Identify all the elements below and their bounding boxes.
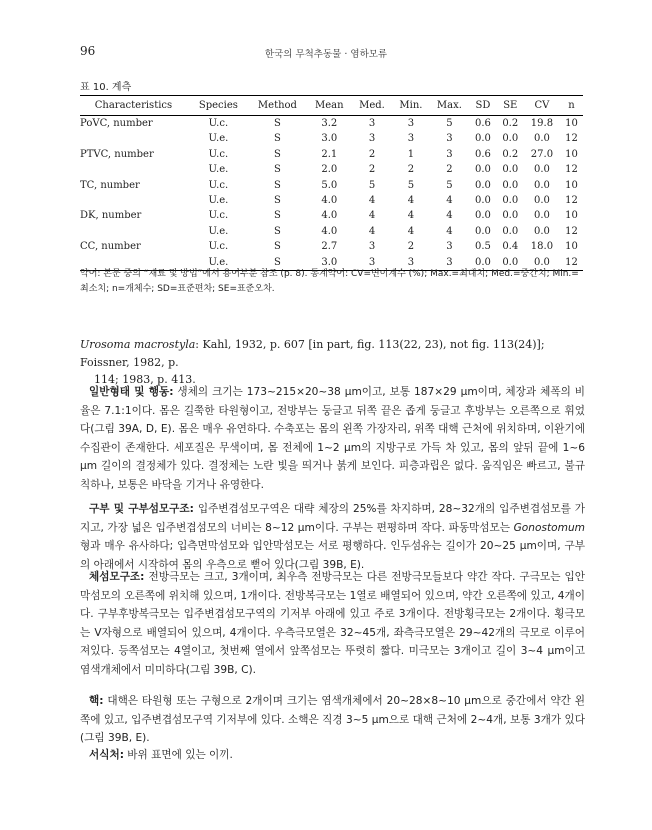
column-header: CV — [524, 96, 560, 116]
section-somatic-ciliature — [80, 568, 585, 680]
table-cell: U.c. — [208, 210, 229, 222]
table-cell: 0.0 — [533, 195, 550, 207]
table-cell: 0.0 — [533, 179, 550, 191]
section-nuclear-apparatus — [80, 692, 585, 748]
table-cell: 4 — [446, 210, 453, 222]
table-cell: 3.0 — [307, 255, 352, 271]
table-cell: 2 — [368, 148, 376, 160]
table-cell: 5 — [368, 179, 376, 191]
table-cell: 3 — [430, 255, 470, 271]
section-text: 대핵은 타원형 또는 구형으로 2개이며 크기는 염색개체에서 20~28×8~10 μm으로 중간에서 약간 왼쪽에 있고, 입주변겹섬모구역 기저부에 있다. 소핵은 직경 3~5 μm으로 대핵 근처에 2~4개, 보통 3개가 있다(그림 39B, E). — [80, 695, 585, 745]
table-cell: 3 — [446, 241, 453, 253]
table-cell: 4 — [368, 210, 376, 222]
table-cell: 10 — [565, 210, 578, 222]
table-cell: 3.2 — [321, 118, 338, 129]
table-cell: TC, number — [80, 179, 140, 191]
table-cell: 2.0 — [321, 164, 338, 176]
table-cell: U.e. — [208, 164, 229, 176]
table-cell: S — [274, 164, 281, 176]
table-cell — [80, 162, 189, 177]
table-header-row — [80, 96, 583, 116]
table-cell: S — [274, 210, 281, 222]
table-cell: 2.1 — [321, 148, 338, 160]
table-cell: S — [274, 225, 281, 237]
table-cell: 4 — [446, 195, 453, 207]
table-cell: 0.2 — [502, 118, 519, 129]
table-cell: 2 — [407, 164, 415, 176]
table-cell: PTVC, number — [80, 148, 154, 160]
table-cell: PoVC, number — [80, 118, 153, 129]
table-cell: 4 — [446, 225, 453, 237]
table-cell: 0.4 — [502, 241, 519, 253]
table-row — [80, 178, 583, 193]
table-cell: S — [248, 255, 307, 271]
column-header: Method — [248, 96, 307, 116]
genus-italic: Gonostomum — [513, 521, 585, 534]
section-heading: 서식처: — [89, 749, 124, 761]
synonym-citation-line2: 114; 1983, p. 413. — [94, 373, 196, 386]
table-cell: 0.6 — [475, 118, 491, 129]
table-row — [80, 147, 583, 162]
table-cell: DK, number — [80, 210, 142, 222]
table-cell: U.c. — [208, 148, 229, 160]
table-cell: 0.0 — [502, 133, 519, 145]
table-cell: 3 — [368, 133, 376, 145]
section-text: 바위 표면에 있는 이끼. — [123, 749, 233, 761]
table-cell: S — [274, 118, 281, 129]
table-row — [80, 208, 583, 223]
table-cell: 4.0 — [321, 210, 338, 222]
table-cell: 0.0 — [533, 225, 550, 237]
table-cell: 0.0 — [533, 210, 550, 222]
table-cell: 0.0 — [469, 255, 496, 271]
table-cell: 5 — [407, 179, 415, 191]
section-text: 전방극모는 크고, 3개이며, 최우측 전방극모는 다른 전방극모들보다 약간 작다. 구극모는 입안막섬모의 오른쪽에 위치해 있으며, 1개이다. 전방복극모는 1열로 배열되어 있으며, 약간 오른쪽에 있고, 4개이다. 구부후방복극모는 입주변겹섬모구역의 기저부 아래에 있고 주로 3개이다. 전방횡극모는 2개이다. 횡극모는 V자형으로 배열되어 있으며, 4개이다. 우측극모열은 32~45개, 좌측극모열은 29~42개의 극모로 이루어져있다. 등쪽섬모는 4열이고, 첫번째 열에서 앞쪽섬모는 뚜렷히 짧다. 미극모는 3개이고 길이 3~4 μm이고 염색개체에서 미미하다(그림 39B, C). — [80, 571, 585, 676]
table-cell: 4.0 — [321, 225, 338, 237]
section-text: 형과 매우 유사하다; 입측면막섬모와 입안막섬모는 서로 평행하다. 인두섬유는 길이가 20~25 μm이며, 구부의 아래에서 시작하여 몸의 우측으로 뻗어 있다(그림 39B, E). — [80, 540, 585, 571]
species-name: Urosoma macrostyla — [80, 338, 196, 351]
measurement-table — [80, 95, 583, 271]
table-cell: 0.6 — [475, 148, 491, 160]
table-cell: 2 — [407, 241, 415, 253]
table-row — [80, 239, 583, 254]
table-cell: 12 — [565, 225, 578, 237]
table-cell: 3 — [407, 133, 415, 145]
running-title: 한국의 무척추동물 · 염하모류 — [264, 49, 388, 60]
section-heading: 구부 및 구부섬모구조: — [89, 503, 194, 515]
table-cell: 10 — [565, 241, 578, 253]
table-cell: 19.8 — [530, 118, 554, 129]
table-cell: 5 — [446, 118, 453, 129]
table-cell: 10 — [565, 118, 578, 129]
table-cell: 3 — [352, 255, 393, 271]
section-text: 입주변겹섬모구역은 대략 체장의 25%를 차지하며, 28~32개의 입주변겹섬모를 가지고, 가장 넓은 입주변겹섬모의 너비는 8~12 μm이다. 구부는 편평하며 작다. 파동막섬모는 — [80, 503, 586, 534]
table-cell: 0.0 — [475, 225, 491, 237]
table-cell: 2.7 — [321, 241, 338, 253]
table-cell: 0.0 — [502, 210, 519, 222]
table-cell: U.e. — [208, 195, 229, 207]
table-cell: U.e. — [208, 133, 229, 145]
table-cell: 18.0 — [530, 241, 554, 253]
table-cell: 0.0 — [497, 255, 524, 271]
table-cell — [80, 131, 189, 146]
table-cell: 3 — [446, 148, 453, 160]
table-row — [80, 116, 583, 132]
table-cell: U.c. — [208, 118, 229, 129]
table-cell: 0.0 — [475, 179, 491, 191]
table-cell: U.e. — [189, 255, 248, 271]
table-cell: 2 — [368, 164, 376, 176]
section-habitat — [80, 746, 585, 765]
table-cell: CC, number — [80, 241, 141, 253]
table-row — [80, 162, 583, 177]
column-header: Characteristics — [80, 96, 189, 116]
species-synonym — [80, 336, 585, 389]
table-cell: 0.0 — [475, 164, 491, 176]
table-cell: 0.0 — [502, 179, 519, 191]
table-cell: 0.5 — [475, 241, 491, 253]
table-cell: 0.0 — [475, 133, 491, 145]
column-header: Max. — [430, 96, 470, 116]
table-cell: S — [274, 195, 281, 207]
table-cell: 0.0 — [533, 133, 550, 145]
table-row — [80, 224, 583, 239]
table-cell: S — [274, 148, 281, 160]
section-general-morphology — [80, 383, 585, 495]
table-cell: 12 — [565, 195, 578, 207]
table-cell: 1 — [407, 148, 415, 160]
table-cell: 0.0 — [502, 195, 519, 207]
table-cell: 27.0 — [530, 148, 554, 160]
table-cell: S — [274, 241, 281, 253]
table-cell — [80, 224, 189, 239]
column-header: SD — [469, 96, 496, 116]
table-cell: 12 — [565, 133, 578, 145]
table-cell: 4 — [407, 210, 415, 222]
table-cell: 0.2 — [502, 148, 519, 160]
table-cell: 4 — [407, 195, 415, 207]
table-cell: 4.0 — [321, 195, 338, 207]
section-heading: 핵: — [89, 695, 104, 707]
column-header: n — [560, 96, 583, 116]
table-cell: 2 — [446, 164, 453, 176]
synonym-citation-line1: : Kahl, 1932, p. 607 [in part, fig. 113(22, 23), not fig. 113(24)]; Foissner, 1982, p. — [80, 338, 545, 369]
table-cell: 4 — [368, 225, 376, 237]
table-cell: 5 — [446, 179, 453, 191]
column-header: Med. — [352, 96, 393, 116]
table-cell — [80, 193, 189, 208]
table-row — [80, 131, 583, 146]
table-cell: 10 — [565, 179, 578, 191]
column-header: SE — [497, 96, 524, 116]
table-cell: 4 — [368, 195, 376, 207]
table-caption: 표 10. 계측 — [80, 82, 132, 93]
table-cell: 10 — [565, 148, 578, 160]
table-cell: 3 — [407, 118, 415, 129]
table-cell: 4 — [407, 225, 415, 237]
section-heading: 일반형태 및 행동: — [89, 386, 174, 398]
table-cell: 0.0 — [502, 225, 519, 237]
table-cell: U.c. — [208, 241, 229, 253]
table-cell: 0.0 — [475, 210, 491, 222]
section-oral-ciliature — [80, 500, 585, 574]
table-cell: 3.0 — [321, 133, 338, 145]
table-cell: 3 — [368, 241, 376, 253]
table-cell: 0.0 — [524, 255, 560, 271]
table-cell: S — [274, 133, 281, 145]
column-header: Min. — [392, 96, 429, 116]
table-cell: 0.0 — [533, 164, 550, 176]
table-cell: S — [274, 179, 281, 191]
table-row — [80, 193, 583, 208]
table-cell: 5.0 — [321, 179, 338, 191]
table-cell: 12 — [565, 164, 578, 176]
section-heading: 체섬모구조: — [89, 571, 145, 583]
table-cell: U.c. — [208, 179, 229, 191]
table-cell: U.e. — [208, 225, 229, 237]
table-cell: 0.0 — [475, 195, 491, 207]
table-note: 약어: 본문 중의 “재료 및 방법”에서 용어부분 참조 (p. 8). 통계약어: CV=변이계수 (%); Max.=최대치; Med.=중간치; Min.=최소치; n=개체수; SD=표준편차; SE=표준오차. — [80, 269, 579, 294]
table-cell: 12 — [560, 255, 583, 271]
column-header: Species — [189, 96, 248, 116]
table-cell: 3 — [392, 255, 429, 271]
section-text: 생체의 크기는 173~215×20~38 μm이고, 보통 187×29 μm이며, 체장과 체폭의 비율은 7.1:1이다. 몸은 길쭉한 타원형이고, 전방부는 둥글고 뒤쪽 끝은 좁게 둥글고 후방부는 오른쪽으로 휘었다(그림 39A, D, E). 몸은 매우 유연하다. 수축포는 몸의 왼쪽 가장자리, 위쪽 대핵 근처에 위치하며, 이완기에 수집관이 존재한다. 세포질은 무색이며, 몸 전체에 1~2 μm의 지방구로 가득 차 있고, 몸의 앞뒤 끝에 1~6 μm 길이의 결정체가 있다. 결정체는 노란 빛을 띄거나 붉게 보인다. 피층과립은 없다. 움직임은 빠르고, 불규칙하나, 보통은 바닥을 기거나 유영한다. — [80, 386, 586, 491]
table-cell: 3 — [368, 118, 376, 129]
column-header: Mean — [307, 96, 352, 116]
table-cell: 0.0 — [502, 164, 519, 176]
page-number: 96 — [80, 44, 96, 58]
table-cell: 3 — [446, 133, 453, 145]
